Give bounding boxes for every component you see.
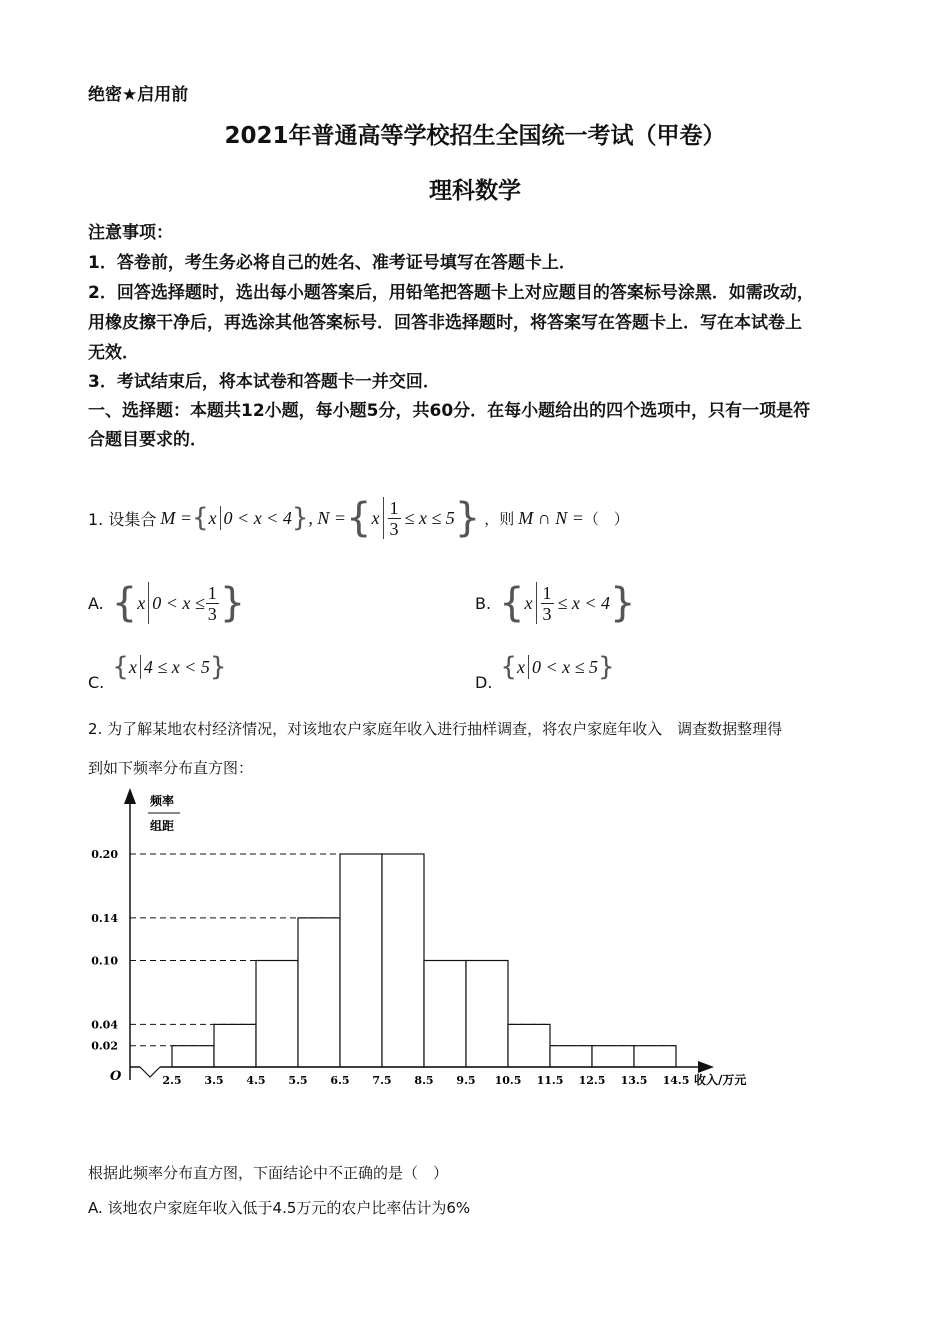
x-tick-label-11.5: 11.5: [536, 1074, 564, 1087]
q1-d-expression: [500, 652, 614, 682]
x-tick-label-9.5: 9.5: [456, 1074, 476, 1087]
q1-a-fraction: [206, 584, 219, 623]
q1-m-brace-open: {: [192, 503, 209, 533]
q1-d-cond: 0 < x ≤ 5: [531, 656, 598, 677]
q1-c-brace-close: }: [209, 652, 227, 682]
y-tick-label-0.20: 0.20: [91, 848, 118, 861]
q1-option-a[interactable]: [88, 578, 245, 628]
q1-n-frac-num: 1: [389, 497, 399, 518]
q2-question: 根据此频率分布直方图，下面结论中不正确的是（ ）: [88, 1164, 449, 1182]
x-tick-label-5.5: 5.5: [288, 1074, 308, 1087]
q1-a-frac-den: 3: [207, 603, 217, 624]
note-item-2-line-2: 用橡皮擦干净后，再选涂其他答案标号．回答非选择题时，将答案写在答题卡上．写在本试卷上: [88, 313, 802, 333]
note-item-2-line-1: 2．回答选择题时，选出每小题答案后，用铅笔把答题卡上对应题目的答案标号涂黑．如需改动，: [88, 283, 814, 303]
note-item-1: 1．答卷前，考生务必将自己的姓名、准考证号填写在答题卡上．: [88, 253, 576, 273]
q1-c-brace-open: {: [112, 652, 129, 682]
histogram-bar-2: [214, 1024, 256, 1067]
q1-c-var: x: [128, 656, 137, 677]
q1-b-var: x: [524, 592, 533, 613]
q1-c-expression: [112, 652, 226, 682]
question-1-stem: [88, 494, 629, 542]
histogram-bar-7: [424, 961, 466, 1068]
y-label-top: 频率: [150, 794, 175, 808]
note-item-2-line-3: 无效．: [88, 343, 139, 363]
q1-n-frac-den: 3: [389, 518, 399, 539]
x-tick-label-8.5: 8.5: [414, 1074, 434, 1087]
histogram-bar-8: [466, 961, 508, 1068]
histogram-bar-5: [340, 854, 382, 1067]
q1-b-fraction: [541, 584, 554, 623]
y-label-bottom: 组距: [150, 819, 175, 833]
q1-d-bar: [528, 655, 529, 679]
x-tick-label-7.5: 7.5: [372, 1074, 392, 1087]
x-axis-arrow: [698, 1061, 714, 1073]
x-tick-label-2.5: 2.5: [162, 1074, 182, 1087]
q1-m-var: x: [208, 507, 217, 528]
y-tick-label-0.04: 0.04: [91, 1018, 118, 1032]
q1-m-bar: [220, 506, 221, 530]
q1-option-d-label: D.: [475, 673, 493, 692]
q1-d-var: x: [516, 656, 525, 677]
x-tick-label-14.5: 14.5: [662, 1074, 690, 1087]
histogram-bar-1: [172, 1046, 214, 1067]
q1-b-brace-close: }: [610, 580, 636, 626]
x-axis-break: [140, 1067, 160, 1077]
q1-a-brace-close: }: [219, 580, 246, 626]
q1-b-brace-open: {: [499, 580, 525, 626]
histogram-bar-9: [508, 1024, 550, 1067]
q1-a-var: x: [137, 592, 146, 613]
q1-n-brace-open: {: [346, 495, 372, 541]
q1-b-bar: [536, 582, 537, 624]
x-tick-label-6.5: 6.5: [330, 1074, 350, 1087]
q1-a-bar: [148, 582, 149, 624]
x-tick-label-13.5: 13.5: [620, 1074, 648, 1087]
note-item-3: 3．考试结束后，将本试卷和答题卡一并交回．: [88, 372, 440, 392]
q2-option-a[interactable]: A. 该地农户家庭年收入低于4.5万元的农户比率估计为6%: [88, 1199, 471, 1217]
q1-comma: ，则: [484, 509, 515, 528]
q2-stem-line-1: 2. 为了解某地农村经济情况，对该地农户家庭年收入进行抽样调查，将农户家庭年收入 调查数据整理得: [88, 720, 783, 738]
frequency-histogram: [0, 780, 800, 1100]
x-tick-label-4.5: 4.5: [246, 1074, 266, 1087]
histogram-bar-12: [634, 1046, 676, 1067]
x-tick-label-12.5: 12.5: [578, 1074, 606, 1087]
secret-label: 绝密★启用前: [88, 85, 189, 105]
q1-b-frac-num: 1: [542, 582, 552, 603]
y-axis-arrow: [124, 788, 136, 804]
q1-m-cond: 0 < x < 4: [223, 507, 292, 528]
q1-sep: , N =: [308, 507, 347, 528]
x-tick-label-10.5: 10.5: [494, 1074, 522, 1087]
q1-option-c[interactable]: [88, 652, 227, 692]
histogram-bar-10: [550, 1046, 592, 1067]
section-1-line-2: 合题目要求的．: [88, 430, 207, 450]
subject-title: 理科数学: [429, 178, 521, 204]
x-axis-label: 收入/万元: [694, 1073, 747, 1087]
q1-n-brace-close: }: [454, 495, 481, 541]
q1-b-frac-den: 3: [542, 603, 552, 624]
section-1-line-1: 一、选择题：本题共12小题，每小题5分，共60分．在每小题给出的四个选项中，只有一项是符: [88, 401, 811, 421]
q1-option-b[interactable]: [475, 578, 635, 628]
q1-option-a-label: A.: [88, 593, 104, 613]
q1-prefix: 1. 设集合: [88, 509, 157, 529]
q1-c-cond: 4 ≤ x < 5: [143, 656, 210, 677]
q1-option-d[interactable]: [475, 652, 615, 692]
q1-c-bar: [140, 655, 141, 679]
q1-a-frac-num: 1: [207, 582, 217, 603]
y-tick-label-0.14: 0.14: [91, 911, 118, 925]
q1-intersection: M ∩ N =: [518, 507, 584, 528]
exam-title: 2021年普通高等学校招生全国统一考试（甲卷）: [224, 123, 726, 149]
q1-set-m: M =: [160, 507, 192, 528]
histogram-bar-11: [592, 1046, 634, 1067]
q1-m-brace-close: }: [291, 503, 309, 533]
origin-label: O: [110, 1069, 122, 1084]
q1-a-cond: 0 < x ≤: [152, 592, 205, 613]
q1-a-brace-open: {: [111, 580, 138, 626]
q1-n-fraction: [388, 499, 401, 538]
q1-paren: （ ）: [583, 509, 629, 528]
q1-d-brace-close: }: [597, 652, 615, 682]
q1-n-cond: ≤ x ≤ 5: [404, 507, 455, 528]
q1-b-cond: ≤ x < 4: [557, 592, 611, 613]
x-tick-label-3.5: 3.5: [204, 1074, 224, 1087]
histogram-bar-3: [256, 961, 298, 1068]
q1-option-c-label: C.: [88, 673, 105, 692]
q1-n-var: x: [371, 507, 380, 528]
y-tick-label-0.02: 0.02: [91, 1039, 118, 1053]
q1-d-brace-open: {: [500, 652, 517, 682]
histogram-bar-6: [382, 854, 424, 1067]
histogram-bar-4: [298, 918, 340, 1067]
q1-option-b-label: B.: [475, 593, 492, 613]
notes-heading: 注意事项：: [88, 223, 173, 243]
y-tick-label-0.10: 0.10: [91, 954, 118, 968]
q2-stem-line-2: 到如下频率分布直方图：: [88, 759, 254, 777]
q1-n-bar: [383, 497, 384, 539]
